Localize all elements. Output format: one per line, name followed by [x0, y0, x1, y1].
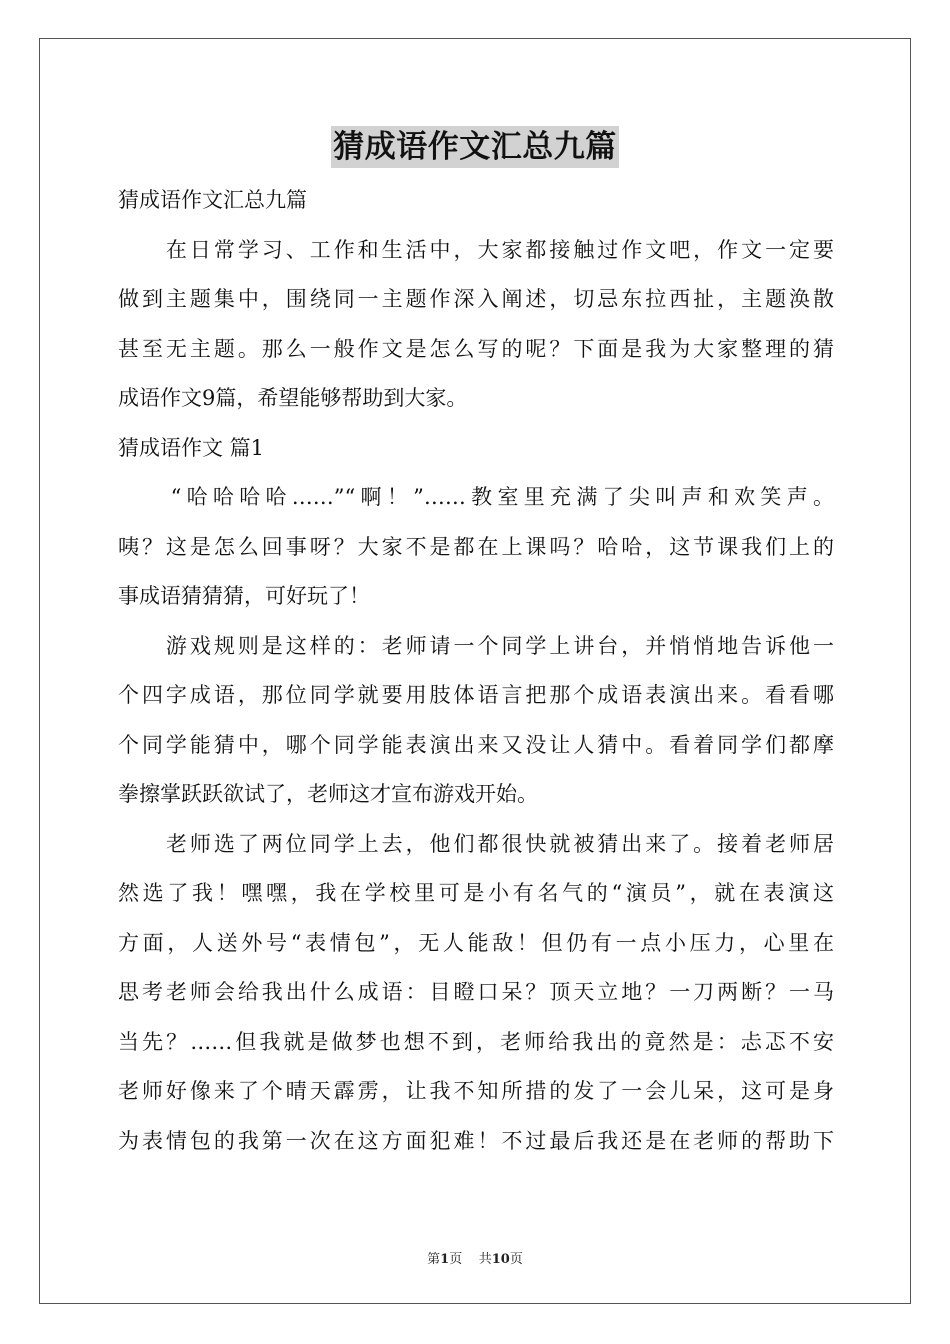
- text-line: 咦？这是怎么回事呀？大家不是都在上课吗？哈哈，这节课我们上的: [118, 534, 834, 559]
- page-number: 1: [440, 1252, 450, 1267]
- page-footer: [0, 1248, 950, 1267]
- total-suffix: 页: [509, 1252, 523, 1267]
- document-title: 猜成语作文汇总九篇: [331, 126, 619, 168]
- text-line: 游戏规则是这样的：老师请一个同学上讲台，并悄悄地告诉他一: [118, 633, 834, 658]
- text-line: 成语作文9篇，希望能够帮助到大家。: [118, 386, 468, 410]
- title-container: [0, 126, 950, 168]
- total-prefix: 共: [478, 1252, 492, 1267]
- text-line: 个四字成语，那位同学就要用肢体语言把那个成语表演出来。看看哪: [118, 683, 834, 707]
- text-line: “哈哈哈哈……”“啊！”……教室里充满了尖叫声和欢笑声。: [118, 485, 834, 509]
- text-line: 然选了我！嘿嘿，我在学校里可是小有名气的“演员”，就在表演这: [118, 881, 834, 905]
- text-line: 拳擦掌跃跃欲试了，老师这才宣布游戏开始。: [118, 782, 538, 806]
- text-line: 思考老师会给我出什么成语：目瞪口呆？顶天立地？一刀两断？一马: [118, 980, 834, 1004]
- text-line: 做到主题集中，围绕同一主题作深入阐述，切忌东拉西扯，主题涣散: [118, 287, 834, 311]
- text-line: 事成语猜猜猜，可好玩了！: [118, 584, 370, 608]
- text-line: 甚至无主题。那么一般作文是怎么写的呢？下面是我为大家整理的猜: [118, 336, 834, 361]
- text-line: 老师选了两位同学上去，他们都很快就被猜出来了。接着老师居: [118, 831, 834, 856]
- text-line: 个同学能猜中，哪个同学能表演出来又没让人猜中。看着同学们都摩: [118, 732, 834, 757]
- text-line: 方面，人送外号“表情包”，无人能敌！但仍有一点小压力，心里在: [118, 930, 834, 955]
- text-line: 为表情包的我第一次在这方面犯难！不过最后我还是在老师的帮助下: [118, 1128, 834, 1153]
- page-suffix: 页: [449, 1252, 463, 1267]
- text-line: 当先？……但我就是做梦也想不到，老师给我出的竟然是：忐忑不安: [118, 1029, 834, 1054]
- page-prefix: 第: [427, 1252, 441, 1267]
- section-heading: 猜成语作文 篇1: [118, 435, 265, 460]
- document-body: [118, 176, 834, 1166]
- page-total: 10: [491, 1252, 510, 1267]
- text-line: 猜成语作文汇总九篇: [118, 188, 307, 212]
- text-line: 在日常学习、工作和生活中，大家都接触过作文吧，作文一定要: [118, 237, 834, 262]
- text-line: 老师好像来了个晴天霹雳，让我不知所措的发了一会儿呆，这可是身: [118, 1079, 834, 1103]
